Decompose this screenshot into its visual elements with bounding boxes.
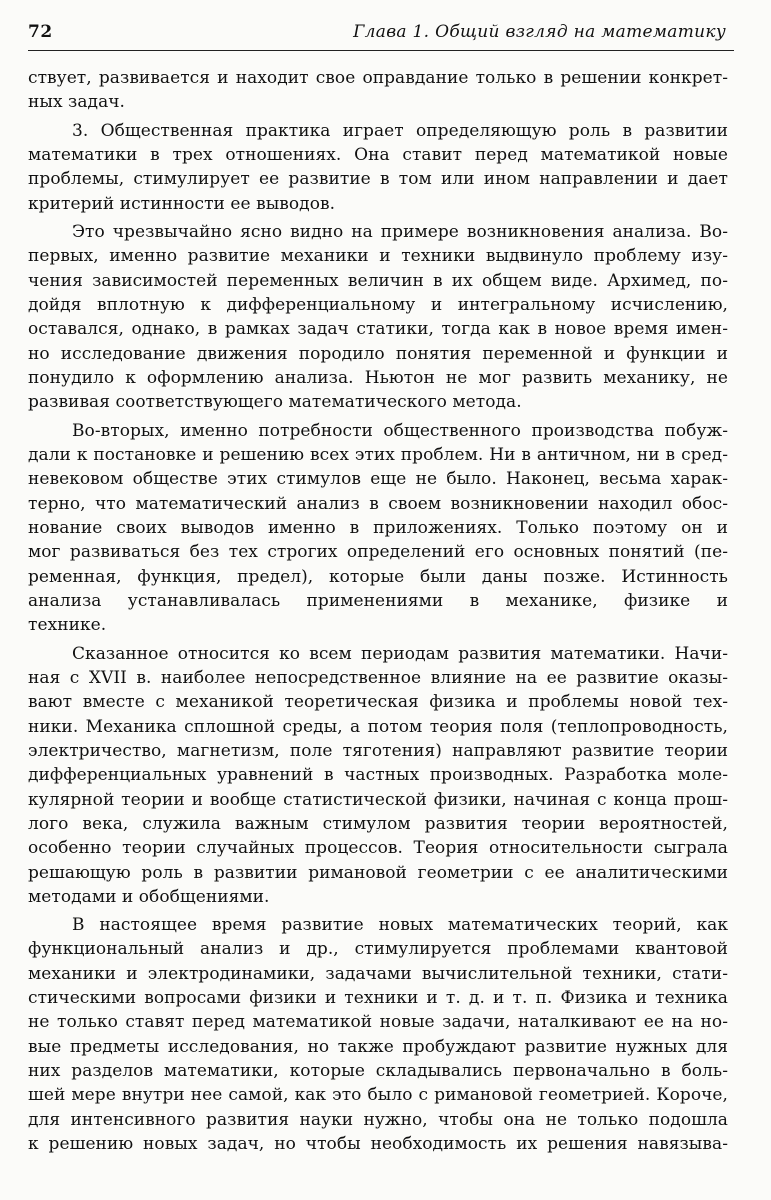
text-line: нование своих выводов именно в приложениях. Только поэтому он и bbox=[28, 517, 728, 538]
text-line: Во-вторых, именно потребности общественного производства побуж- bbox=[72, 420, 728, 441]
text-line: кулярной теории и вообще статистической физики, начиная с конца прош- bbox=[28, 789, 728, 810]
text-line: технике. bbox=[28, 615, 107, 636]
text-line: механики и электродинамики, задачами вычислительной техники, стати- bbox=[28, 963, 728, 984]
text-line: методами и обобщениями. bbox=[28, 886, 270, 907]
text-line: оставался, однако, в рамках задач статики, тогда как в новое время имен- bbox=[28, 319, 728, 340]
text-line: особенно теории случайных процессов. Теория относительности сыграла bbox=[28, 838, 728, 859]
paragraph bbox=[28, 642, 728, 910]
text-line: ременная, функция, предел), которые были даны позже. Истинность bbox=[28, 566, 728, 587]
text-line: критерий истинности ее выводов. bbox=[28, 193, 336, 214]
text-line: функциональный анализ и др., стимулируется проблемами квантовой bbox=[28, 939, 728, 960]
paragraph bbox=[28, 119, 728, 216]
text-line: развивая соответствующего математического метода. bbox=[28, 392, 522, 413]
text-line: анализа устанавливалась применениями в механике, физике и bbox=[28, 590, 728, 611]
paragraph bbox=[28, 66, 728, 115]
text-line: невековом обществе этих стимулов еще не было. Наконец, весьма харак- bbox=[28, 469, 728, 490]
text-line: вают вместе с механикой теоретическая физика и проблемы новой тех- bbox=[28, 692, 728, 713]
text-line: к решению новых задач, но чтобы необходимость их решения навязыва- bbox=[28, 1134, 728, 1155]
running-head: Глава 1. Общий взгляд на математику bbox=[353, 22, 726, 42]
text-line: терно, что математический анализ в своем возникновении находил обос- bbox=[28, 493, 728, 514]
text-line: математики в трех отношениях. Она ставит перед математикой новые bbox=[28, 144, 728, 165]
text-line: ных задач. bbox=[28, 92, 126, 113]
text-line: электричество, магнетизм, поле тяготения) направляют развитие теории bbox=[28, 740, 728, 761]
text-line: но исследование движения породило понятия переменной и функции и bbox=[28, 343, 728, 364]
text-line: Это чрезвычайно ясно видно на примере возникновения анализа. Во- bbox=[72, 221, 728, 242]
text-line: ная с XVII в. наиболее непосредственное влияние на ее развитие оказы- bbox=[28, 667, 728, 688]
text-line: стическими вопросами физики и техники и т. д. и т. п. Физика и техника bbox=[28, 988, 728, 1009]
text-line: ники. Механика сплошной среды, а потом теория поля (теплопроводность, bbox=[28, 716, 728, 737]
text-line: Сказанное относится ко всем периодам развития математики. Начи- bbox=[72, 643, 728, 664]
page-body bbox=[28, 66, 728, 1156]
text-line: лого века, служила важным стимулом развития теории вероятностей, bbox=[28, 813, 728, 834]
text-line: ствует, развивается и находит свое оправдание только в решении конкрет- bbox=[28, 68, 728, 88]
paragraph bbox=[28, 913, 728, 1156]
text-line: вые предметы исследования, но также пробуждают развитие нужных для bbox=[28, 1036, 728, 1057]
text-line: для интенсивного развития науки нужно, чтобы она не только подошла bbox=[28, 1109, 728, 1130]
text-line: дифференциальных уравнений в частных производных. Разработка моле- bbox=[28, 765, 728, 786]
text-line: не только ставят перед математикой новые задачи, наталкивают ее на но- bbox=[28, 1012, 728, 1033]
text-line: них разделов математики, которые складывались первоначально в боль- bbox=[28, 1061, 728, 1082]
page-header bbox=[28, 20, 734, 51]
paragraph bbox=[28, 220, 728, 415]
text-line: проблемы, стимулирует ее развитие в том или ином направлении и дает bbox=[28, 169, 728, 190]
text-line: дали к постановке и решению всех этих проблем. Ни в античном, ни в сред- bbox=[28, 444, 728, 465]
text-line: чения зависимостей переменных величин в их общем виде. Архимед, по- bbox=[28, 270, 728, 291]
text-line: 3. Общественная практика играет определяющую роль в развитии bbox=[72, 120, 728, 141]
text-line: мог развиваться без тех строгих определений его основных понятий (пе- bbox=[28, 542, 728, 563]
text-line: В настоящее время развитие новых математических теорий, как bbox=[72, 915, 728, 936]
paragraph bbox=[28, 419, 728, 638]
text-line: понудило к оформлению анализа. Ньютон не мог развить механику, не bbox=[28, 367, 728, 388]
text-line: шей мере внутри нее самой, как это было с римановой геометрией. Короче, bbox=[28, 1085, 728, 1106]
text-line: решающую роль в развитии римановой геометрии с ее аналитическими bbox=[28, 862, 728, 883]
text-line: дойдя вплотную к дифференциальному и интегральному исчислению, bbox=[28, 294, 728, 315]
page-number: 72 bbox=[28, 22, 53, 42]
text-line: первых, именно развитие механики и техники выдвинуло проблему изу- bbox=[28, 246, 728, 267]
